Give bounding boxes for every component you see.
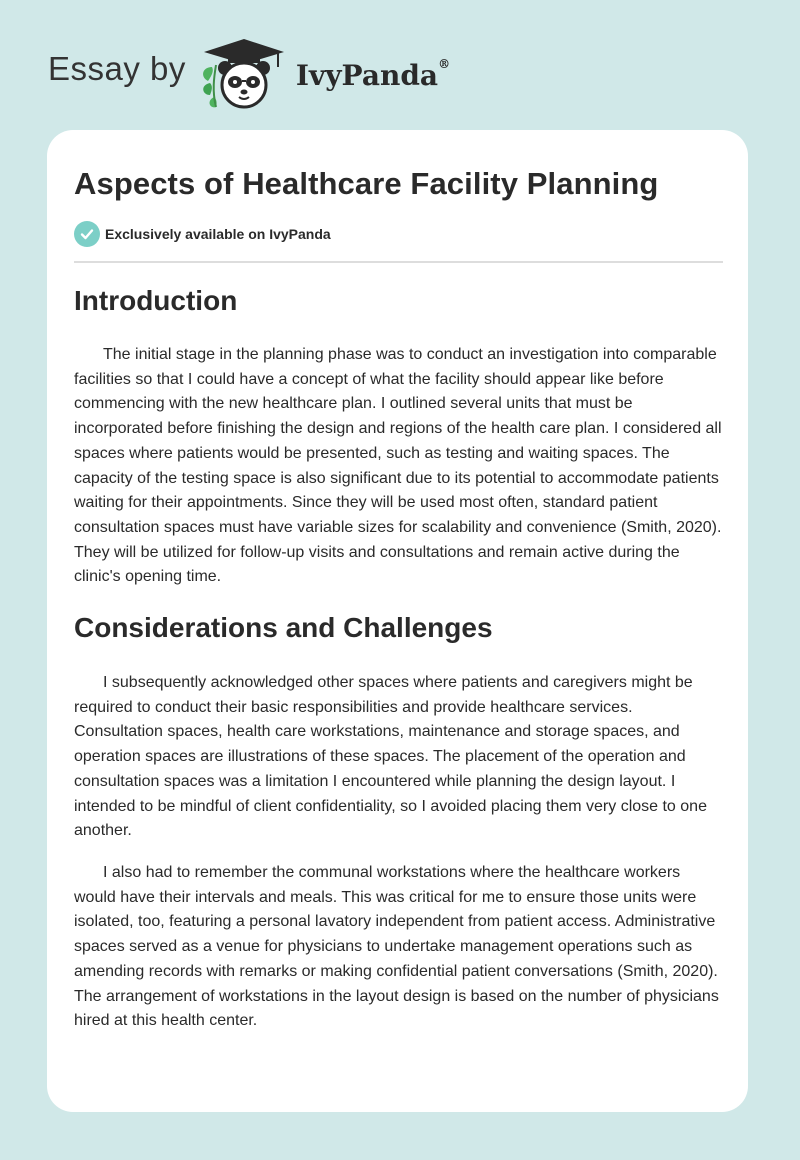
site-header xyxy=(48,36,450,112)
essay-title: Aspects of Healthcare Facility Planning xyxy=(74,166,659,201)
brand-name: IvyPanda® xyxy=(295,56,451,92)
paragraph: The initial stage in the planning phase was to conduct an investigation into comparable facilities so that I could have a concept of what the facility should appear like before commencing with the new healthcare plan. I outlined several units that must be incorporated before finishing the design and regions of the health care plan. I considered all spaces where patients would be presented, such as testing and waiting spaces. The capacity of the testing space is also significant due to its potential to accommodate patients waiting for their appointments. Since they will be used most often, standard patient consultation spaces must have variable sizes for scalability and convenience (Smith, 2020). They will be utilized for follow-up visits and consultations and remain active during the clinic's opening time. xyxy=(74,346,722,586)
exclusive-badge xyxy=(74,221,331,247)
section-heading-introduction: Introduction xyxy=(74,285,238,316)
divider xyxy=(74,261,723,263)
check-icon xyxy=(74,221,100,247)
section-heading-considerations: Considerations and Challenges xyxy=(74,612,493,643)
exclusive-label: Exclusively available on IvyPanda xyxy=(105,226,331,242)
ivypanda-logo[interactable] xyxy=(198,37,450,111)
paragraph: I also had to remember the communal workstations where the healthcare workers would have their intervals and meals. This was critical for me to ensure those units were isolated, too, featuring a personal lavatory independent from patient access. Administrative spaces served as a venue for physicians to undertake management operations such as amending records with remarks or making confidential patient conversations (Smith, 2020). The arrangement of workstations in the layout design is based on the number of physicians hired at this health center. xyxy=(74,864,719,1030)
essay-card xyxy=(47,130,748,1112)
paragraph: I subsequently acknowledged other spaces where patients and caregivers might be required to conduct their basic responsibilities and provide healthcare services. Consultation spaces, health care workstations, maintenance and storage spaces, and operation spaces are illustrations of these spaces. The placement of the operation and consultation spaces was a limitation I encountered while planning the design layout. I intended to be mindful of client confidentiality, so I avoided placing them very close to one another. xyxy=(74,674,707,840)
panda-logo-icon xyxy=(198,37,290,111)
registered-mark: ® xyxy=(438,56,451,71)
essay-by-label: Essay by xyxy=(48,50,186,87)
